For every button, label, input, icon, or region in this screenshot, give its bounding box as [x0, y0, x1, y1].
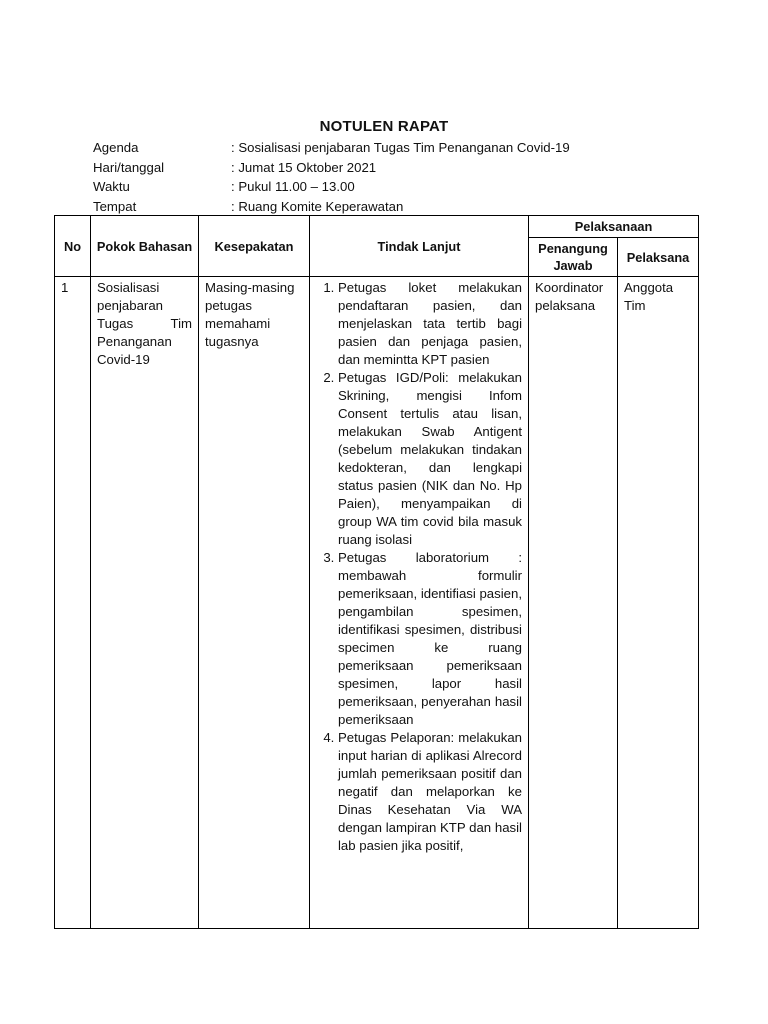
- meta-label: Waktu: [93, 179, 130, 194]
- meta-value: : Jumat 15 Oktober 2021: [231, 159, 377, 175]
- list-item: 3. Petugas laboratorium : membawah formulir pemeriksaan, identifiasi pasien, pengambilan spesimen, identifikasi spesimen, distribusi specimen ke ruang pemeriksaan pemeriksaan spesimen, lapor hasil pemeriksaan, penyerahan hasil pemeriksaan: [338, 549, 522, 729]
- meta-row-place: [93, 197, 693, 217]
- cell-penanggung-jawab: Koordinator pelaksana: [529, 277, 618, 929]
- meta-value: : Pukul 11.00 – 13.00: [231, 179, 355, 194]
- meta-row-agenda: [93, 138, 693, 158]
- action-list: [316, 279, 522, 855]
- header-no: No: [55, 216, 91, 277]
- list-item: 4. Petugas Pelaporan: melakukan input harian di aplikasi Alrecord jumlah pemeriksaan positif dan negatif dan melaporkan ke Dinas Kesehatan Via WA dengan lampiran KTP dan hasil lab pasien jika positif,: [338, 729, 522, 855]
- meta-row-date: [93, 158, 693, 178]
- meta-label: Hari/tanggal: [93, 159, 165, 175]
- cell-pokok-bahasan: Sosialisasi penjabaran Tugas Tim Penanganan Covid-19: [91, 277, 199, 929]
- table-row: [55, 277, 699, 929]
- meta-label: Tempat: [93, 198, 137, 214]
- minutes-table: [54, 215, 699, 929]
- header-pelaksana: Pelaksana: [618, 238, 699, 277]
- meta-value: : Sosialisasi penjabaran Tugas Tim Penanganan Covid-19: [231, 140, 570, 155]
- meta-row-time: [93, 177, 693, 197]
- header-pelaksanaan: Pelaksanaan: [529, 216, 699, 238]
- meta-value: : Ruang Komite Keperawatan: [231, 198, 404, 214]
- cell-no: 1: [55, 277, 91, 929]
- cell-kesepakatan: Masing-masing petugas memahami tugasnya: [199, 277, 310, 929]
- list-item: 1. Petugas loket melakukan pendaftaran pasien, dan menjelaskan tata tertib bagi pasien dan penjaga pasien, dan memintta KPT pasien: [338, 279, 522, 369]
- meta-label: Agenda: [93, 140, 139, 155]
- header-penanggung-jawab: Penangung Jawab: [529, 238, 618, 277]
- header-pokok-bahasan: Pokok Bahasan: [91, 216, 199, 277]
- cell-tindak-lanjut: [310, 277, 529, 929]
- list-item: 2. Petugas IGD/Poli: melakukan Skrining, mengisi Infom Consent tertulis atau lisan, melakukan Swab Antigent (sebelum melakukan tindakan kedokteran, dan lengkapi status pasien (NIK dan No. Hp Paien), menyampaikan di group WA tim covid bila masuk ruang isolasi: [338, 369, 522, 549]
- page-title: NOTULEN RAPAT: [319, 118, 449, 135]
- header-kesepakatan: Kesepakatan: [199, 216, 310, 277]
- meeting-info: [93, 138, 693, 216]
- header-tindak-lanjut: Tindak Lanjut: [310, 216, 529, 277]
- cell-pelaksana: Anggota Tim: [618, 277, 699, 929]
